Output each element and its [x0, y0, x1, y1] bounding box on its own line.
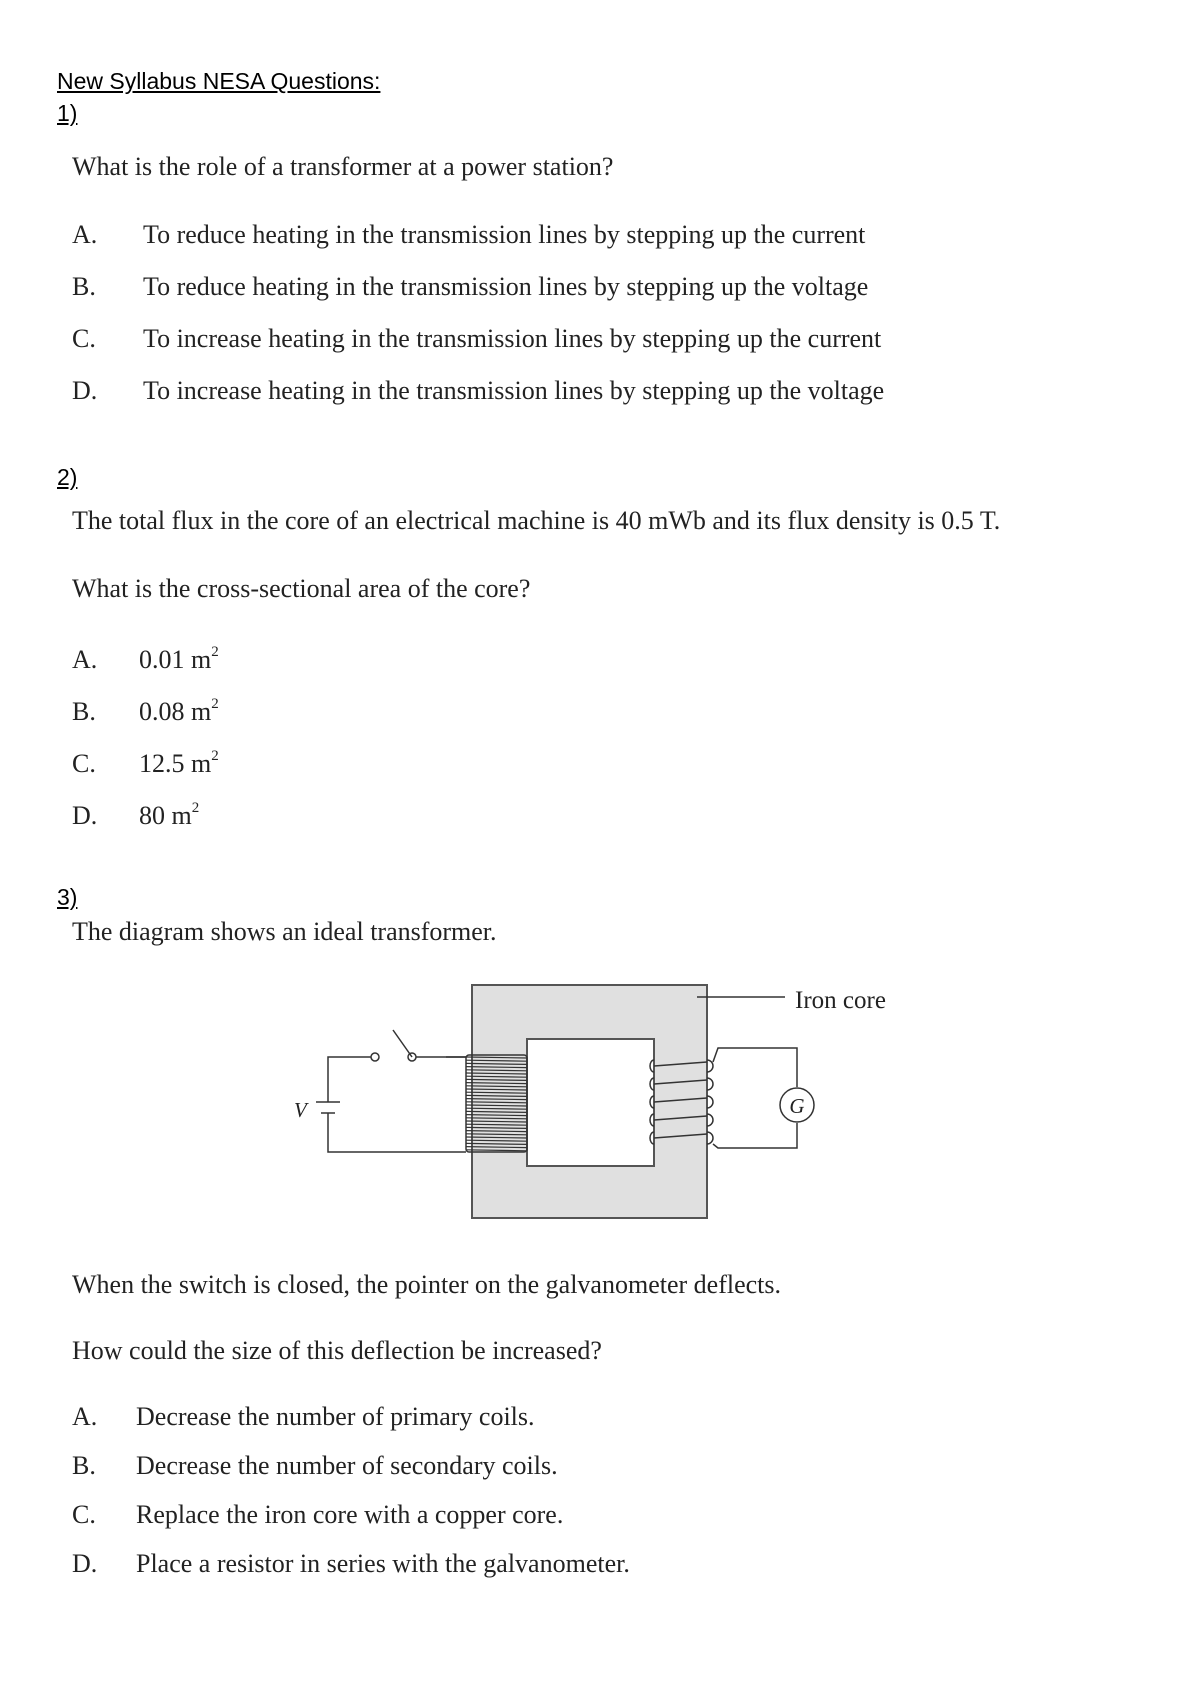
option-exponent: 2: [191, 800, 200, 816]
question-3-observation: When the switch is closed, the pointer on the galvanometer deflects.: [72, 1270, 781, 1299]
question-3-number: 3): [57, 884, 78, 910]
option-exponent: 2: [211, 696, 219, 712]
question-2-stem-question: What is the cross-sectional area of the core?: [72, 574, 531, 603]
galvanometer-label: G: [789, 1094, 805, 1118]
question-1-stem: What is the role of a transformer at a power station?: [72, 152, 614, 181]
question-3-stem-question: How could the size of this deflection be increased?: [72, 1336, 602, 1365]
option-letter: C.: [72, 749, 96, 778]
switch-lever: [393, 1030, 412, 1057]
option-exponent: 2: [211, 748, 219, 764]
option-text: Place a resistor in series with the galvanometer.: [136, 1549, 630, 1578]
option-value: 80 m: [139, 801, 192, 830]
option-letter: A.: [72, 645, 98, 674]
option-text: To reduce heating in the transmission lines by stepping up the voltage: [143, 272, 869, 301]
option-text: To increase heating in the transmission lines by stepping up the voltage: [143, 376, 885, 405]
option-letter: D.: [72, 1549, 98, 1578]
option-value: 0.01 m: [139, 645, 212, 674]
option-text: Decrease the number of secondary coils.: [136, 1451, 558, 1480]
option-letter: A.: [72, 220, 98, 249]
option-letter: D.: [72, 801, 98, 830]
option-letter: C.: [72, 324, 96, 353]
option-exponent: 2: [211, 644, 219, 660]
core-window: [527, 1039, 654, 1166]
option-value: 12.5 m: [139, 749, 212, 778]
option-text: To reduce heating in the transmission lines by stepping up the current: [143, 220, 866, 249]
option-letter: A.: [72, 1402, 98, 1431]
question-2-stem: The total flux in the core of an electrical machine is 40 mWb and its flux density is 0.5 T.: [72, 506, 1001, 535]
page-heading: New Syllabus NESA Questions:: [57, 68, 381, 94]
option-letter: B.: [72, 1451, 96, 1480]
option-value: 0.08 m: [139, 697, 212, 726]
question-2-number: 2): [57, 464, 78, 490]
question-1-number: 1): [57, 100, 78, 126]
voltage-label: V: [294, 1098, 307, 1122]
primary-circuit: [328, 1057, 466, 1152]
question-3-stem: The diagram shows an ideal transformer.: [72, 917, 497, 946]
option-text: Replace the iron core with a copper core.: [136, 1500, 564, 1529]
option-letter: D.: [72, 376, 98, 405]
option-letter: B.: [72, 697, 96, 726]
core-label: Iron core: [795, 987, 886, 1014]
option-text: Decrease the number of primary coils.: [136, 1402, 535, 1431]
option-letter: C.: [72, 1500, 96, 1529]
option-text: To increase heating in the transmission lines by stepping up the current: [143, 324, 882, 353]
switch-terminal-left: [371, 1053, 379, 1061]
option-letter: B.: [72, 272, 96, 301]
